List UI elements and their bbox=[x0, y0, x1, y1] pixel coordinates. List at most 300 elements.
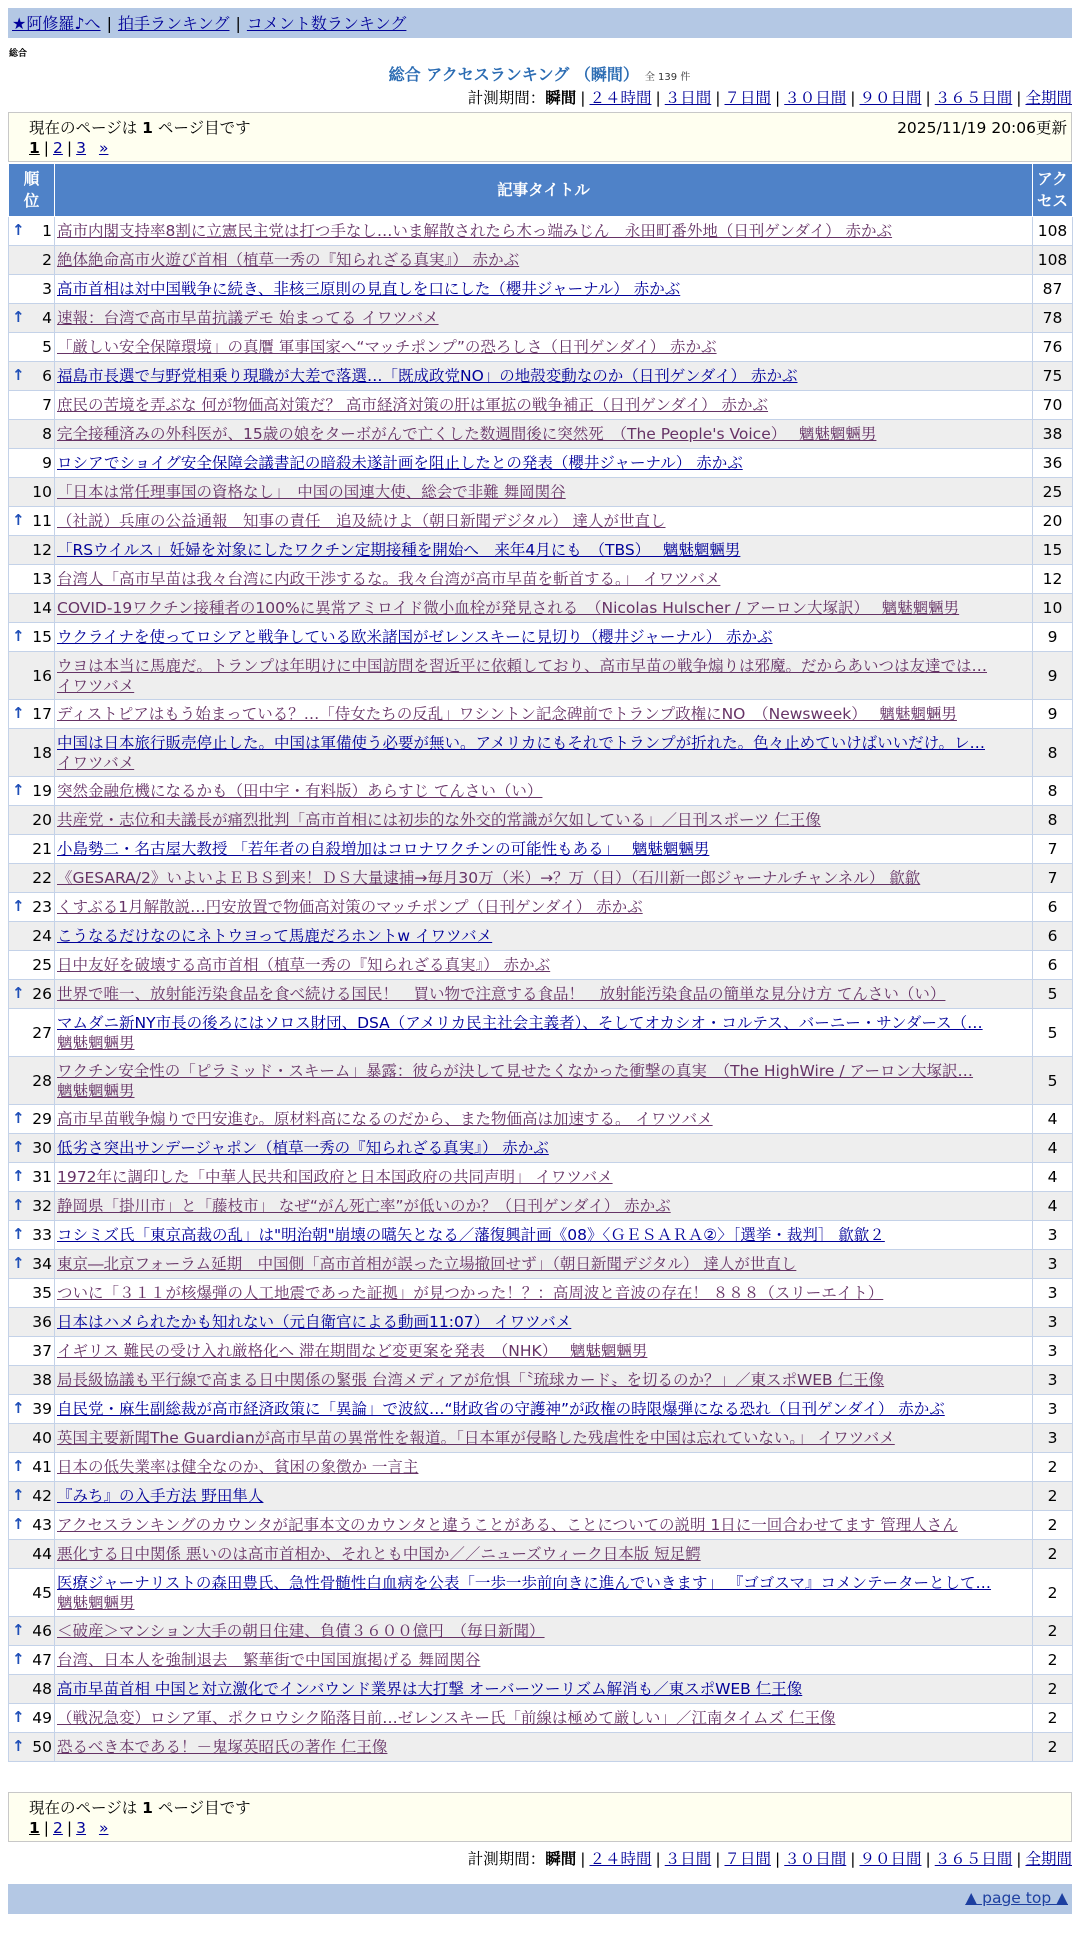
table-row bbox=[9, 217, 1073, 246]
table-row bbox=[9, 1009, 1073, 1057]
article-link[interactable]: マムダニ新NY市長の後ろにはソロス財団、DSA（アメリカ民主社会主義者）、そしてオカシオ・コルテス、バーニー・サンダース（… bbox=[57, 1013, 983, 1032]
access-count: 75 bbox=[1033, 362, 1073, 391]
table-row bbox=[9, 565, 1073, 594]
access-count: 8 bbox=[1033, 806, 1073, 835]
access-count: 9 bbox=[1033, 623, 1073, 652]
rank-up-arrow-icon: ↑ bbox=[12, 781, 25, 799]
rank-cell bbox=[9, 217, 55, 246]
access-count: 2 bbox=[1033, 1675, 1073, 1704]
access-count: 25 bbox=[1033, 478, 1073, 507]
rank-cell bbox=[9, 246, 55, 275]
article-link[interactable]: 共産党・志位和夫議長が痛烈批判「高市首相には初歩的な外交的常識が欠如している」／日刊スポーツ 仁王像 bbox=[57, 811, 821, 829]
article-link[interactable]: 高市首相は対中国戦争に続き、非核三原則の見直しを口にした（櫻井ジャーナル） 赤かぶ bbox=[57, 280, 681, 298]
access-count: 4 bbox=[1033, 1105, 1073, 1134]
rank-up-arrow-icon: ↑ bbox=[12, 627, 25, 645]
rank-number: 4 bbox=[42, 309, 52, 327]
rank-up-arrow-icon: ↑ bbox=[12, 1737, 25, 1755]
article-link[interactable]: ついに「３１１が核爆弾の人工地震であった証拠」が見つかった！？：高周波と音波の存在！ ８８８（スリーエイト） bbox=[57, 1284, 884, 1302]
access-count: 3 bbox=[1033, 1337, 1073, 1366]
access-count: 2 bbox=[1033, 1511, 1073, 1540]
access-count: 108 bbox=[1033, 246, 1073, 275]
rank-up-arrow-icon: ↑ bbox=[12, 1486, 25, 1504]
rank-cell bbox=[9, 507, 55, 536]
article-link[interactable]: イギリス 難民の受け入れ厳格化へ 滞在期間など変更案を発表 （NHK） 魑魅魍魎男 bbox=[57, 1342, 648, 1360]
access-count: 7 bbox=[1033, 864, 1073, 893]
access-count: 4 bbox=[1033, 1192, 1073, 1221]
rank-cell bbox=[9, 1733, 55, 1762]
article-author-link[interactable]: イワツバメ bbox=[57, 753, 135, 772]
article-link[interactable]: コシミズ氏「東京高裁の乱」は"明治朝"崩壊の嚆矢となる／藩復興計画《08》〈ＧＥＳＡＲＡ②〉［選挙・裁判］ 歙歙２ bbox=[57, 1226, 885, 1244]
rank-cell bbox=[9, 864, 55, 893]
rank-cell bbox=[9, 1279, 55, 1308]
table-row bbox=[9, 1704, 1073, 1733]
table-row bbox=[9, 623, 1073, 652]
rank-up-arrow-icon: ↑ bbox=[12, 1399, 25, 1417]
article-link[interactable]: （戦況急変）ロシア軍、ポクロウシク陥落目前…ゼレンスキー氏「前線は極めて厳しい」／江南タイムズ 仁王像 bbox=[57, 1709, 836, 1727]
article-link[interactable]: 日本の低失業率は健全なのか、貧困の象徴か 一言主 bbox=[57, 1458, 419, 1476]
article-link[interactable]: 小島勢二・名古屋大教授 「若年者の自殺増加はコロナワクチンの可能性もある」 魑魅魍魎男 bbox=[57, 840, 710, 858]
period-link[interactable]: ７日間 bbox=[724, 1850, 771, 1868]
table-row bbox=[9, 391, 1073, 420]
table-row bbox=[9, 1617, 1073, 1646]
access-count: 12 bbox=[1033, 565, 1073, 594]
title-cell bbox=[55, 1279, 1033, 1308]
article-link[interactable]: 低劣さ突出サンデージャポン（植草一秀の『知られざる真実』） 赤かぶ bbox=[57, 1139, 549, 1157]
title-cell bbox=[55, 217, 1033, 246]
access-count: 8 bbox=[1033, 777, 1073, 806]
title-cell bbox=[55, 1057, 1033, 1105]
period-selector-bottom: 計測期間：瞬間 | ２４時間 | ３日間 | ７日間 | ３０日間 | ９０日間 | ３６５日間 | 全期間 bbox=[467, 1850, 1072, 1868]
access-count: 2 bbox=[1033, 1733, 1073, 1762]
rank-cell bbox=[9, 623, 55, 652]
article-link[interactable]: 福島市長選で与野党相乗り現職が大差で落選…「既成政党NO」の地殻変動なのか（日刊ゲンダイ） 赤かぶ bbox=[57, 367, 798, 385]
rank-number: 36 bbox=[32, 1313, 52, 1331]
pager-link[interactable]: 3 bbox=[76, 1819, 87, 1837]
rank-number: 11 bbox=[32, 512, 52, 530]
rank-cell bbox=[9, 835, 55, 864]
article-link[interactable]: 「厳しい安全保障環境」の真贋 軍事国家へ“マッチポンプ”の恐ろしさ（日刊ゲンダイ） 赤かぶ bbox=[57, 338, 717, 356]
title-cell bbox=[55, 1704, 1033, 1733]
title-cell bbox=[55, 1134, 1033, 1163]
table-row bbox=[9, 806, 1073, 835]
title-cell bbox=[55, 1308, 1033, 1337]
rank-number: 17 bbox=[32, 705, 52, 723]
rank-number: 6 bbox=[42, 367, 52, 385]
table-row bbox=[9, 1308, 1073, 1337]
item-count: 全 139 件 bbox=[644, 72, 691, 83]
rank-cell bbox=[9, 700, 55, 729]
article-link[interactable]: COVID-19ワクチン接種者の100%に異常アミロイド微小血栓が発見される （Nicolas Hulscher / アーロン大塚訳） 魑魅魍魎男 bbox=[57, 599, 960, 617]
comment-ranking-link[interactable]: コメント数ランキング bbox=[246, 14, 407, 33]
title-cell bbox=[55, 777, 1033, 806]
rank-cell bbox=[9, 1424, 55, 1453]
article-link[interactable]: 突然金融危機になるかも（田中宇・有料版）あらすじ てんさい（い） bbox=[57, 782, 543, 800]
article-link[interactable]: 高市早苗戦争煽りで円安進む。原材料高になるのだから、また物価高は加速する。 イワツバメ bbox=[57, 1110, 713, 1128]
title-cell bbox=[55, 275, 1033, 304]
footer-bar bbox=[8, 1884, 1072, 1914]
article-link[interactable]: 絶体絶命高市火遊び首相（植草一秀の『知られざる真実』） 赤かぶ bbox=[57, 251, 520, 269]
article-link[interactable]: ＜破産＞マンション大手の朝日住建、負債３６００億円 （毎日新聞） bbox=[57, 1622, 545, 1640]
rank-number: 28 bbox=[32, 1071, 52, 1090]
rank-up-arrow-icon: ↑ bbox=[12, 1225, 25, 1243]
period-link[interactable]: ７日間 bbox=[724, 89, 771, 107]
period-selector-top: 計測期間：瞬間 | ２４時間 | ３日間 | ７日間 | ３０日間 | ９０日間 | ３６５日間 | 全期間 bbox=[467, 89, 1072, 107]
article-link[interactable]: 悪化する日中関係 悪いのは高市首相か、それとも中国か／／ニューズウィーク日本版 短足鰐 bbox=[57, 1545, 701, 1563]
title-cell bbox=[55, 729, 1033, 777]
article-link[interactable]: 自民党・麻生副総裁が高市経済政策に「異論」で波紋…“財政省の守護神”が政権の時限爆弾になる恐れ（日刊ゲンダイ） 赤かぶ bbox=[57, 1400, 945, 1418]
table-row bbox=[9, 864, 1073, 893]
page-title bbox=[0, 62, 1079, 85]
rank-cell bbox=[9, 1482, 55, 1511]
rank-cell bbox=[9, 333, 55, 362]
category-label: 総合 bbox=[9, 49, 28, 59]
title-cell bbox=[55, 1221, 1033, 1250]
access-count: 7 bbox=[1033, 835, 1073, 864]
table-row bbox=[9, 1540, 1073, 1569]
rank-cell bbox=[9, 536, 55, 565]
title-cell bbox=[55, 1482, 1033, 1511]
rank-cell bbox=[9, 1675, 55, 1704]
period-link[interactable]: ２４時間 bbox=[589, 89, 652, 107]
rank-cell bbox=[9, 1308, 55, 1337]
rank-cell bbox=[9, 1192, 55, 1221]
article-link[interactable]: 台湾、日本人を強制退去 繁華街で中国国旗掲げる 舞岡関谷 bbox=[57, 1651, 481, 1669]
rank-cell bbox=[9, 1134, 55, 1163]
article-link[interactable]: アクセスランキングのカウンタが記事本文のカウンタと違うことがある、ことについての説明 1日に一回合わせてます 管理人さん bbox=[57, 1516, 958, 1534]
period-link[interactable]: ９０日間 bbox=[859, 89, 922, 107]
rank-cell bbox=[9, 777, 55, 806]
rank-number: 46 bbox=[32, 1622, 52, 1640]
title-cell bbox=[55, 362, 1033, 391]
table-row bbox=[9, 922, 1073, 951]
table-row bbox=[9, 777, 1073, 806]
applause-ranking-link[interactable]: 拍手ランキング bbox=[117, 14, 230, 33]
article-link[interactable]: 局長級協議も平行線で高まる日中関係の緊張 台湾メディアが危惧「〝琉球カード〟を切るのか？」／東スポWEB 仁王像 bbox=[57, 1371, 885, 1389]
rank-cell bbox=[9, 1395, 55, 1424]
table-row bbox=[9, 700, 1073, 729]
article-link[interactable]: ロシアでショイグ安全保障会議書記の暗殺未遂計画を阻止したとの発表（櫻井ジャーナル） 赤かぶ bbox=[57, 454, 743, 472]
table-row bbox=[9, 333, 1073, 362]
table-row bbox=[9, 507, 1073, 536]
article-link[interactable]: 速報：台湾で高市早苗抗議デモ 始まってる イワツバメ bbox=[57, 309, 439, 327]
table-row bbox=[9, 1453, 1073, 1482]
title-cell bbox=[55, 246, 1033, 275]
pager-link[interactable]: 2 bbox=[53, 1819, 63, 1837]
article-link[interactable]: （社説）兵庫の公益通報 知事の責任 追及続けよ（朝日新聞デジタル） 達人が世直し bbox=[57, 512, 666, 530]
table-row bbox=[9, 835, 1073, 864]
article-link[interactable]: 静岡県「掛川市」と「藤枝市」 なぜ“がん死亡率”が低いのか？（日刊ゲンダイ） 赤かぶ bbox=[57, 1197, 671, 1215]
ranking-title: 総合 アクセスランキング （瞬間） bbox=[388, 65, 639, 84]
title-cell bbox=[55, 449, 1033, 478]
access-count: 3 bbox=[1033, 1366, 1073, 1395]
rank-up-arrow-icon: ↑ bbox=[12, 366, 25, 384]
table-row bbox=[9, 1395, 1073, 1424]
page-prefix: 現在のページは bbox=[29, 1799, 138, 1817]
title-cell bbox=[55, 1511, 1033, 1540]
title-cell bbox=[55, 1192, 1033, 1221]
article-link[interactable]: 医療ジャーナリストの森田豊氏、急性骨髄性白血病を公表「一歩一歩前向きに進んでいきます」 『ゴゴスマ』コメンテーターとして… bbox=[57, 1573, 992, 1592]
article-author-link[interactable]: イワツバメ bbox=[57, 676, 135, 695]
table-row bbox=[9, 1569, 1073, 1617]
period-link[interactable]: ３日間 bbox=[664, 89, 712, 107]
rank-number: 35 bbox=[32, 1284, 52, 1302]
pagination-box-bottom bbox=[8, 1792, 1072, 1842]
rank-cell bbox=[9, 1511, 55, 1540]
article-link[interactable]: 高市早苗首相 中国と対立激化でインバウンド業界は大打撃 オーバーツーリズム解消も／東スポWEB 仁王像 bbox=[57, 1680, 803, 1698]
rank-number: 48 bbox=[32, 1680, 52, 1698]
period-link[interactable]: ９０日間 bbox=[859, 1850, 922, 1868]
pager: 1 | 2 | 3 » bbox=[29, 1819, 109, 1837]
rank-cell bbox=[9, 951, 55, 980]
rank-number: 43 bbox=[32, 1516, 52, 1534]
access-count: 3 bbox=[1033, 1308, 1073, 1337]
article-link[interactable]: 世界で唯一、放射能汚染食品を食べ続ける国民！ 買い物で注意する食品！ 放射能汚染食品の簡単な見分け方 てんさい（い） bbox=[57, 985, 946, 1003]
rank-number: 7 bbox=[42, 396, 52, 414]
period-link[interactable]: 全期間 bbox=[1025, 1850, 1072, 1868]
access-count: 6 bbox=[1033, 922, 1073, 951]
rank-up-arrow-icon: ↑ bbox=[12, 1138, 25, 1156]
access-count: 10 bbox=[1033, 594, 1073, 623]
access-count: 36 bbox=[1033, 449, 1073, 478]
article-link[interactable]: 東京―北京フォーラム延期 中国側「高市首相が誤った立場撤回せず」（朝日新聞デジタル） 達人が世直し bbox=[57, 1255, 797, 1273]
article-link[interactable]: 庶民の苦境を弄ぶな 何が物価高対策だ？ 高市経済対策の肝は軍拡の戦争補正（日刊ゲンダイ） 赤かぶ bbox=[57, 396, 769, 414]
article-link[interactable]: 高市内閣支持率8割に立憲民主党は打つ手なし…いま解散されたら木っ端みじん 永田町番外地（日刊ゲンダイ） 赤かぶ bbox=[57, 222, 893, 240]
period-link[interactable]: ３日間 bbox=[664, 1850, 712, 1868]
article-link[interactable]: 台湾人「高市早苗は我々台湾に内政干渉するな。我々台湾が高市早苗を斬首する。」 イワツバメ bbox=[57, 570, 721, 588]
rank-number: 38 bbox=[32, 1371, 52, 1389]
table-row bbox=[9, 1163, 1073, 1192]
rank-cell bbox=[9, 565, 55, 594]
rank-number: 45 bbox=[32, 1583, 52, 1602]
table-row bbox=[9, 893, 1073, 922]
rank-up-arrow-icon: ↑ bbox=[12, 511, 25, 529]
table-row bbox=[9, 362, 1073, 391]
rank-cell bbox=[9, 1337, 55, 1366]
rank-cell bbox=[9, 420, 55, 449]
rank-up-arrow-icon: ↑ bbox=[12, 1650, 25, 1668]
title-cell bbox=[55, 922, 1033, 951]
rank-up-arrow-icon: ↑ bbox=[12, 1457, 25, 1475]
rank-cell bbox=[9, 652, 55, 700]
title-cell bbox=[55, 652, 1033, 700]
rank-number: 21 bbox=[32, 840, 52, 858]
rank-number: 19 bbox=[32, 782, 52, 800]
rank-number: 34 bbox=[32, 1255, 52, 1273]
article-link[interactable]: ディストピアはもう始まっている？…「侍女たちの反乱」ワシントン記念碑前でトランプ政権にNO （Newsweek） 魑魅魍魎男 bbox=[57, 705, 957, 723]
access-count: 5 bbox=[1033, 980, 1073, 1009]
article-author-link[interactable]: 魑魅魍魎男 bbox=[57, 1593, 135, 1612]
access-count: 108 bbox=[1033, 217, 1073, 246]
article-link[interactable]: 《GESARA/2》いよいよＥＢＳ到来！ＤＳ大量逮捕→毎月30万（米）→？万（日）（石川新一郎ジャーナルチャンネル） 歙歙 bbox=[57, 869, 921, 887]
rank-number: 2 bbox=[42, 251, 52, 269]
table-row bbox=[9, 1511, 1073, 1540]
table-row bbox=[9, 951, 1073, 980]
rank-cell bbox=[9, 1221, 55, 1250]
rank-number: 25 bbox=[32, 956, 52, 974]
rank-up-arrow-icon: ↑ bbox=[12, 1167, 25, 1185]
rank-cell bbox=[9, 1646, 55, 1675]
table-row bbox=[9, 594, 1073, 623]
title-cell bbox=[55, 893, 1033, 922]
rank-cell bbox=[9, 1617, 55, 1646]
article-link[interactable]: くすぶる1月解散説…円安放置で物価高対策のマッチポンプ（日刊ゲンダイ） 赤かぶ bbox=[57, 898, 643, 916]
period-link[interactable]: ２４時間 bbox=[589, 1850, 652, 1868]
article-link[interactable]: ウヨは本当に馬鹿だ。トランプは年明けに中国訪問を習近平に依頼しており、高市早苗の戦争煽りは邪魔。だからあいつは友達では… bbox=[57, 656, 988, 675]
home-link[interactable]: ★阿修羅♪へ bbox=[12, 14, 101, 33]
rank-number: 16 bbox=[32, 666, 52, 685]
rank-number: 40 bbox=[32, 1429, 52, 1447]
period-label: 計測期間： bbox=[467, 89, 546, 107]
pager-next-link[interactable]: » bbox=[98, 1819, 109, 1837]
article-link[interactable]: こうなるだけなのにネトウヨって馬鹿だろホントw イワツバメ bbox=[57, 927, 493, 945]
pager-current: 1 bbox=[29, 139, 40, 157]
rank-number: 22 bbox=[32, 869, 52, 887]
rank-number: 12 bbox=[32, 541, 52, 559]
article-link[interactable]: 完全接種済みの外科医が、15歳の娘をターボがんで亡くした数週間後に突然死 （The People's Voice） 魑魅魍魎男 bbox=[57, 425, 877, 443]
access-count: 15 bbox=[1033, 536, 1073, 565]
article-link[interactable]: 「RSウイルス」妊婦を対象にしたワクチン定期接種を開始へ 来年4月にも （TBS） 魑魅魍魎男 bbox=[57, 541, 741, 559]
table-row bbox=[9, 246, 1073, 275]
pager: 1 | 2 | 3 » bbox=[29, 139, 109, 157]
access-count: 2 bbox=[1033, 1453, 1073, 1482]
rank-cell bbox=[9, 1250, 55, 1279]
access-count: 5 bbox=[1033, 1057, 1073, 1105]
access-count: 9 bbox=[1033, 700, 1073, 729]
access-count: 2 bbox=[1033, 1646, 1073, 1675]
period-link[interactable]: ３０日間 bbox=[784, 1850, 847, 1868]
rank-number: 39 bbox=[32, 1400, 52, 1418]
article-link[interactable]: 「日本は常任理事国の資格なし」 中国の国連大使、総会で非難 舞岡関谷 bbox=[57, 483, 566, 501]
rank-number: 31 bbox=[32, 1168, 52, 1186]
table-row bbox=[9, 1424, 1073, 1453]
rank-number: 5 bbox=[42, 338, 52, 356]
rank-up-arrow-icon: ↑ bbox=[12, 704, 25, 722]
pager-link[interactable]: 2 bbox=[53, 139, 63, 157]
table-row bbox=[9, 1221, 1073, 1250]
rank-header: 順位 bbox=[9, 164, 55, 217]
rank-number: 47 bbox=[32, 1651, 52, 1669]
article-link[interactable]: ワクチン安全性の「ピラミッド・スキーム」暴露：彼らが決して見せたくなかった衝撃の真実 （The HighWire / アーロン大塚訳… bbox=[57, 1061, 974, 1080]
title-cell bbox=[55, 806, 1033, 835]
table-row bbox=[9, 1733, 1073, 1762]
table-row bbox=[9, 980, 1073, 1009]
article-link[interactable]: 日本はハメられたかも知れない（元自衛官による動画11:07） イワツバメ bbox=[57, 1313, 572, 1331]
rank-cell bbox=[9, 893, 55, 922]
rank-number: 27 bbox=[32, 1023, 52, 1042]
rank-number: 50 bbox=[32, 1738, 52, 1756]
rank-cell bbox=[9, 449, 55, 478]
article-link[interactable]: 1972年に調印した「中華人民共和国政府と日本国政府の共同声明」 イワツバメ bbox=[57, 1168, 613, 1186]
rank-number: 26 bbox=[32, 985, 52, 1003]
page-suffix: ページ目です bbox=[157, 1799, 251, 1817]
article-link[interactable]: 恐るべき本である！－鬼塚英昭氏の著作 仁王像 bbox=[57, 1738, 388, 1756]
title-header: 記事タイトル bbox=[55, 164, 1033, 217]
table-row bbox=[9, 536, 1073, 565]
access-count: 6 bbox=[1033, 893, 1073, 922]
article-link[interactable]: ウクライナを使ってロシアと戦争している欧米諸国がゼレンスキーに見切り（櫻井ジャーナル） 赤かぶ bbox=[57, 628, 773, 646]
article-link[interactable]: 英国主要新聞The Guardianが高市早苗の異常性を報道。「日本軍が侵略した残虐性を中国は忘れていない。」 イワツバメ bbox=[57, 1429, 895, 1447]
access-count: 9 bbox=[1033, 652, 1073, 700]
period-link[interactable]: ３６５日間 bbox=[934, 89, 1013, 107]
title-cell bbox=[55, 1337, 1033, 1366]
pager-current: 1 bbox=[29, 1819, 40, 1837]
table-row bbox=[9, 478, 1073, 507]
period-current: 瞬間 bbox=[545, 1850, 577, 1868]
page-prefix: 現在のページは bbox=[29, 119, 138, 137]
rank-up-arrow-icon: ↑ bbox=[12, 1708, 25, 1726]
rank-cell bbox=[9, 980, 55, 1009]
table-row bbox=[9, 1105, 1073, 1134]
article-link[interactable]: 日中友好を破壊する高市首相（植草一秀の『知られざる真実』） 赤かぶ bbox=[57, 956, 551, 974]
page-top-link[interactable]: ▲ page top ▲ bbox=[965, 1889, 1068, 1907]
table-row bbox=[9, 1482, 1073, 1511]
title-cell bbox=[55, 391, 1033, 420]
title-cell bbox=[55, 565, 1033, 594]
table-row bbox=[9, 1192, 1073, 1221]
rank-number: 15 bbox=[32, 628, 52, 646]
access-count: 6 bbox=[1033, 951, 1073, 980]
pager-link[interactable]: 3 bbox=[76, 139, 87, 157]
title-cell bbox=[55, 1540, 1033, 1569]
pager-next-link[interactable]: » bbox=[98, 139, 109, 157]
rank-number: 10 bbox=[32, 483, 52, 501]
title-cell bbox=[55, 951, 1033, 980]
article-link[interactable]: 『みち』の入手方法 野田隼人 bbox=[57, 1487, 264, 1505]
title-cell bbox=[55, 1366, 1033, 1395]
table-row bbox=[9, 1279, 1073, 1308]
title-cell bbox=[55, 1163, 1033, 1192]
rank-cell bbox=[9, 1366, 55, 1395]
title-cell bbox=[55, 1733, 1033, 1762]
access-count: 2 bbox=[1033, 1540, 1073, 1569]
rank-cell bbox=[9, 594, 55, 623]
title-cell bbox=[55, 1395, 1033, 1424]
title-cell bbox=[55, 1617, 1033, 1646]
table-row bbox=[9, 729, 1073, 777]
article-author-link[interactable]: 魑魅魍魎男 bbox=[57, 1081, 135, 1100]
access-count: 78 bbox=[1033, 304, 1073, 333]
article-link[interactable]: 中国は日本旅行販売停止した。中国は軍備使う必要が無い。アメリカにもそれでトランプが折れた。色々止めていけばいいだけ。レ… bbox=[57, 733, 985, 752]
rank-cell bbox=[9, 1009, 55, 1057]
current-page-number: 1 bbox=[142, 1799, 153, 1817]
access-header: アクセス bbox=[1033, 164, 1073, 217]
article-author-link[interactable]: 魑魅魍魎男 bbox=[57, 1033, 135, 1052]
title-cell bbox=[55, 835, 1033, 864]
table-row bbox=[9, 1134, 1073, 1163]
title-cell bbox=[55, 623, 1033, 652]
access-count: 20 bbox=[1033, 507, 1073, 536]
rank-cell bbox=[9, 478, 55, 507]
title-cell bbox=[55, 420, 1033, 449]
ranking-table bbox=[8, 163, 1073, 1762]
rank-number: 41 bbox=[32, 1458, 52, 1476]
access-count: 2 bbox=[1033, 1617, 1073, 1646]
rank-up-arrow-icon: ↑ bbox=[12, 1621, 25, 1639]
period-link[interactable]: 全期間 bbox=[1025, 89, 1072, 107]
rank-up-arrow-icon: ↑ bbox=[12, 984, 25, 1002]
period-link[interactable]: ３０日間 bbox=[784, 89, 847, 107]
period-link[interactable]: ３６５日間 bbox=[934, 1850, 1013, 1868]
rank-number: 3 bbox=[42, 280, 52, 298]
rank-number: 37 bbox=[32, 1342, 52, 1360]
title-cell bbox=[55, 594, 1033, 623]
title-cell bbox=[55, 1424, 1033, 1453]
rank-cell bbox=[9, 304, 55, 333]
access-count: 3 bbox=[1033, 1424, 1073, 1453]
access-count: 3 bbox=[1033, 1279, 1073, 1308]
rank-cell bbox=[9, 391, 55, 420]
title-cell bbox=[55, 304, 1033, 333]
